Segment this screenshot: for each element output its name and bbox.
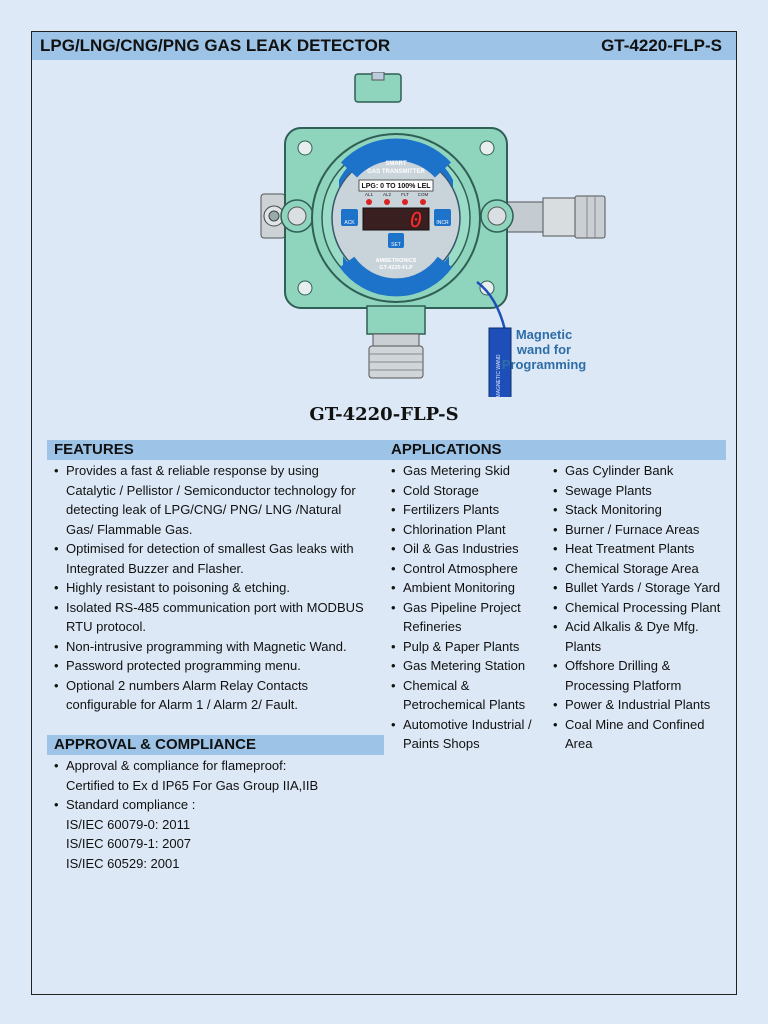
standard-3: IS/IEC 60529: 2001: [66, 855, 180, 871]
application-item: • Chlorination Plant: [387, 520, 545, 540]
wand-body-label: MAGNETIC WAND: [496, 354, 502, 397]
device-maker-label: AMBETRONICS: [375, 258, 417, 264]
application-item: • Heat Treatment Plants: [549, 539, 721, 559]
application-item: • Burner / Furnace Areas: [549, 520, 721, 540]
application-item: • Sewage Plants: [549, 481, 721, 501]
indicator-al2-label: AL2: [382, 192, 392, 197]
approval-line-1: • Approval & compliance for flameproof:: [66, 758, 287, 773]
application-item: • Control Atmosphere: [387, 559, 545, 579]
applications-col2: [549, 461, 721, 754]
device-range-label: LPG: 0 TO 100% LEL: [361, 183, 431, 190]
application-item: • Cold Storage: [387, 481, 545, 501]
application-item: • Chemical Processing Plant: [549, 598, 721, 618]
approval-item-2: [50, 795, 372, 873]
datasheet-frame: [31, 31, 737, 995]
device-subtitle: GAS TRANSMITTER: [367, 169, 425, 175]
standard-1: IS/IEC 60079-0: 2011: [66, 816, 191, 832]
indicator-al2-led: [384, 199, 390, 205]
indicator-com-label: COM: [417, 192, 429, 197]
wand-caption-line2: wand for: [516, 342, 572, 357]
product-title: GT-4220-FLP-S: [309, 404, 459, 425]
application-item: • Power & Industrial Plants: [549, 695, 721, 715]
indicator-al1-led: [366, 199, 372, 205]
application-item: • Offshore Drilling & Processing Platform: [549, 656, 721, 695]
ack-button-label: ACK: [344, 220, 355, 226]
device-model-label: GT-4220-FLP: [379, 265, 413, 271]
application-item: • Gas Metering Station: [387, 656, 545, 676]
application-item: • Acid Alkalis & Dye Mfg. Plants: [549, 617, 721, 656]
application-item: • Pulp & Paper Plants: [387, 637, 545, 657]
feature-item-2: • Optimised for detection of smallest Gas leaks with Integrated Buzzer and Flasher.: [50, 539, 372, 578]
approval-line-2: Certified to Ex d IP65 For Gas Group IIA,IIB: [66, 777, 319, 793]
wand-caption-line1: Magnetic: [515, 327, 573, 342]
indicator-al1-label: AL1: [364, 192, 374, 197]
approval-list: [50, 756, 372, 873]
application-item: • Stack Monitoring: [549, 500, 721, 520]
indicator-flt-label: FLT: [401, 192, 409, 197]
feature-item-7: • Optional 2 numbers Alarm Relay Contacts configurable for Alarm 1 / Alarm 2/ Fault.: [50, 676, 372, 715]
header-bar: [32, 32, 736, 60]
applications-heading: APPLICATIONS: [384, 440, 726, 460]
incr-button-label: INCR: [436, 220, 449, 226]
application-item: • Ambient Monitoring: [387, 578, 545, 598]
wand-caption-line3: Programming: [501, 357, 587, 372]
application-item: • Automotive Industrial / Paints Shops: [387, 715, 545, 754]
header-model: GT-4220-FLP-S: [601, 36, 722, 55]
applications-col1: [387, 461, 545, 754]
set-button-label: SET: [391, 242, 401, 248]
application-item: • Coal Mine and Confined Area: [549, 715, 721, 754]
features-heading: FEATURES: [47, 440, 384, 460]
approval-item-1: [50, 756, 372, 795]
indicator-flt-led: [402, 199, 408, 205]
application-item: • Gas Cylinder Bank: [549, 461, 721, 481]
feature-item-6: • Password protected programming menu.: [50, 656, 372, 676]
feature-item-3: • Highly resistant to poisoning & etching.: [50, 578, 372, 598]
standard-compliance-title: • Standard compliance :: [66, 797, 196, 812]
display-value: 0: [409, 208, 422, 232]
application-item: • Gas Metering Skid: [387, 461, 545, 481]
features-list: [50, 461, 372, 715]
header-title: LPG/LNG/CNG/PNG GAS LEAK DETECTOR: [40, 36, 391, 55]
application-item: • Oil & Gas Industries: [387, 539, 545, 559]
indicator-com-led: [420, 199, 426, 205]
application-item: • Chemical & Petrochemical Plants: [387, 676, 545, 715]
application-item: • Bullet Yards / Storage Yard: [549, 578, 721, 598]
application-item: • Gas Pipeline Project Refineries: [387, 598, 545, 637]
wand-caption: [494, 327, 594, 372]
application-item: • Fertilizers Plants: [387, 500, 545, 520]
application-item: • Chemical Storage Area: [549, 559, 721, 579]
feature-item-4: • Isolated RS-485 communication port with MODBUS RTU protocol.: [50, 598, 372, 637]
standard-2: IS/IEC 60079-1: 2007: [66, 836, 192, 851]
feature-item-1: • Provides a fast & reliable response by using Catalytic / Pellistor / Semiconductor technology for detecting leak of LPG/CNG/ PNG/ LNG /Natural Gas/ Flammable Gas.: [50, 461, 372, 539]
feature-item-5: • Non-intrusive programming with Magnetic Wand.: [50, 637, 372, 657]
device-brand-label: SMART: [385, 161, 407, 167]
approval-heading: APPROVAL & COMPLIANCE: [47, 735, 384, 755]
